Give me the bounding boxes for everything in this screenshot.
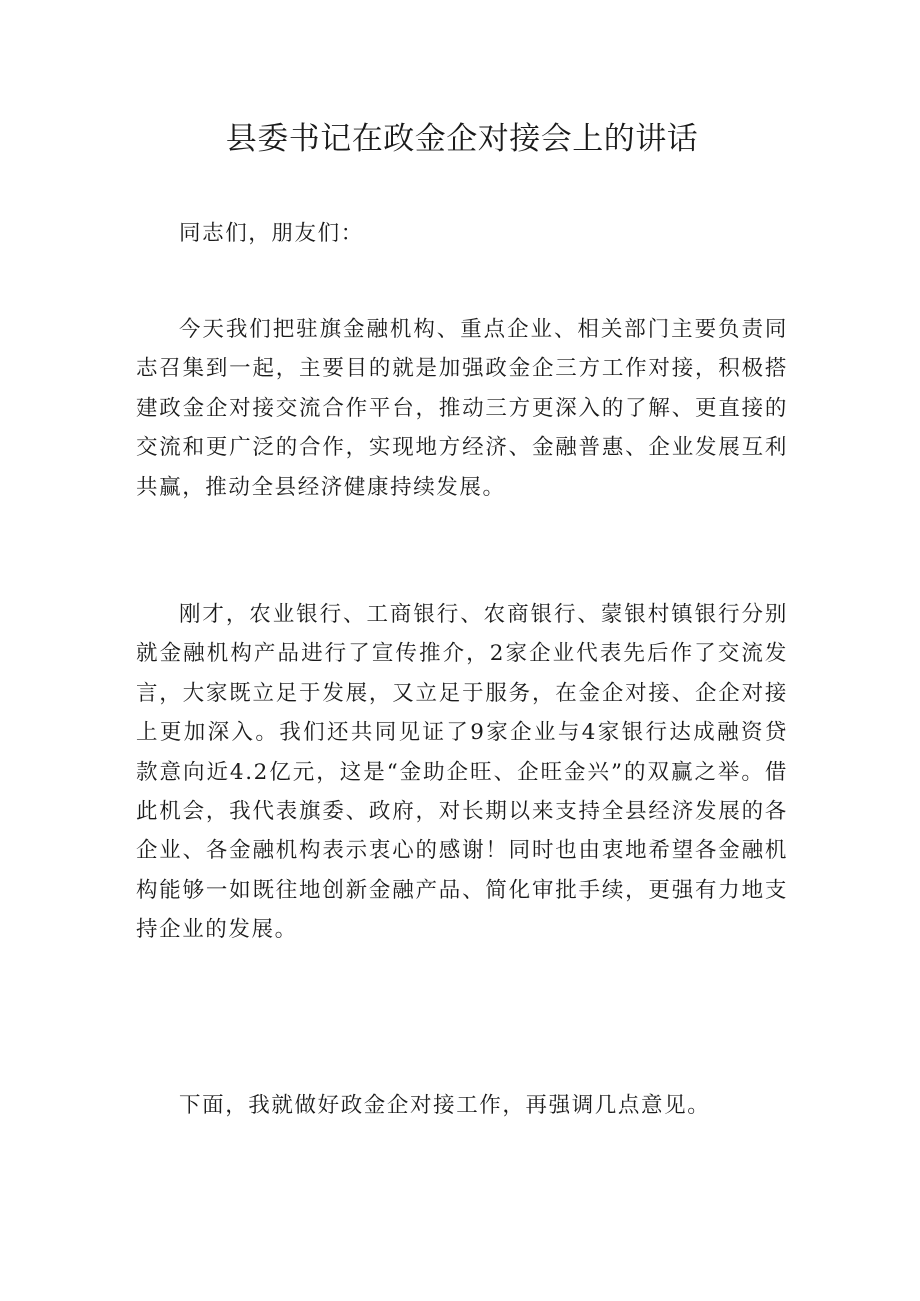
body-paragraph-2: 刚才，农业银行、工商银行、农商银行、蒙银村镇银行分别就金融机构产品进行了宣传推介，2家企业代表先后作了交流发言，大家既立足于发展，又立足于服务，在金企对接、企企对接上更加深入。我们还共同见证了9家企业与4家银行达成融资贷款意向近4.2亿元，这是“金助企旺、企旺金兴”的双赢之举。借此机会，我代表旗委、政府，对长期以来支持全县经济发展的各企业、各金融机构表示衷心的感谢！同时也由衷地希望各金融机构能够一如既往地创新金融产品、简化审批手续，更强有力地支持企业的发展。	[136, 602, 788, 943]
body-paragraph-3: 下面，我就做好政金企对接工作，再强调几点意见。	[179, 1093, 711, 1118]
document-title: 县委书记在政金企对接会上的讲话	[225, 121, 699, 157]
salutation-paragraph: 同志们，朋友们：	[179, 221, 364, 246]
body-paragraph-1: 今天我们把驻旗金融机构、重点企业、相关部门主要负责同志召集到一起，主要目的就是加强政金企三方工作对接，积极搭建政金企对接交流合作平台，推动三方更深入的了解、更直接的交流和更广泛的合作，实现地方经济、金融普惠、企业发展互利共赢，推动全县经济健康持续发展。	[136, 317, 788, 500]
